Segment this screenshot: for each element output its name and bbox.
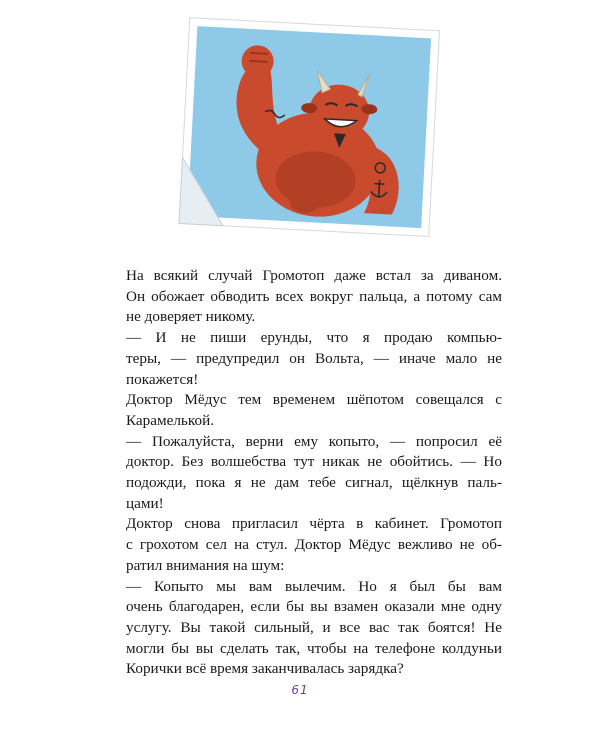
text-line: — Копыто мы вам вылечим. Но я был бы вам: [126, 577, 502, 595]
paragraph-5: [102, 514, 502, 576]
text-line: Корички всё время заканчивалась зарядка?: [126, 660, 404, 678]
story-text: [102, 266, 502, 680]
text-line: теры, — предупредил он Вольта, — иначе мало не: [126, 349, 502, 367]
text-line: На всякий случай Громотоп даже встал за диваном.: [126, 267, 502, 284]
text-line: — И не пиши ерунды, что я продаю компью-: [126, 329, 502, 347]
text-line: не доверяет никому.: [126, 308, 256, 326]
text-line: покажется!: [126, 370, 199, 388]
text-line: услугу. Вы такой сильный, и все вас так боятся! Не: [126, 618, 502, 636]
text-line: Карамелькой.: [126, 411, 214, 429]
text-line: — Пожалуйста, верни ему копыто, — попросил её: [126, 432, 502, 450]
paragraph-2: [102, 328, 502, 390]
text-line: могли бы вы сделать так, чтобы на телефоне колдуньи: [126, 639, 502, 657]
paragraph-1: [102, 266, 502, 328]
devil-illustration: [168, 14, 446, 250]
page-number: 61: [291, 683, 309, 697]
text-line: с грохотом сел на стул. Доктор Мёдус вежливо не об-: [126, 536, 502, 554]
text-line: Он обожает обводить всех вокруг пальца, а потому сам: [126, 287, 502, 305]
text-line: Доктор Мёдус тем временем шёпотом совещался с: [126, 391, 502, 409]
text-line: очень благодарен, если бы вы взамен оказали мне одну: [126, 598, 502, 616]
paragraph-6: [102, 577, 502, 681]
text-line: доктор. Без волшебства тут никак не обойтись. — Но: [126, 453, 502, 471]
text-line: цами!: [126, 494, 164, 512]
text-line: ратил внимания на шум:: [126, 556, 285, 574]
text-line: подожди, пока я не дам тебе сигнал, щёлкнув паль-: [126, 474, 502, 492]
paragraph-3: [102, 390, 502, 431]
paragraph-4: [102, 432, 502, 515]
text-line: Доктор снова пригласил чёрта в кабинет. Громотоп: [126, 515, 502, 533]
